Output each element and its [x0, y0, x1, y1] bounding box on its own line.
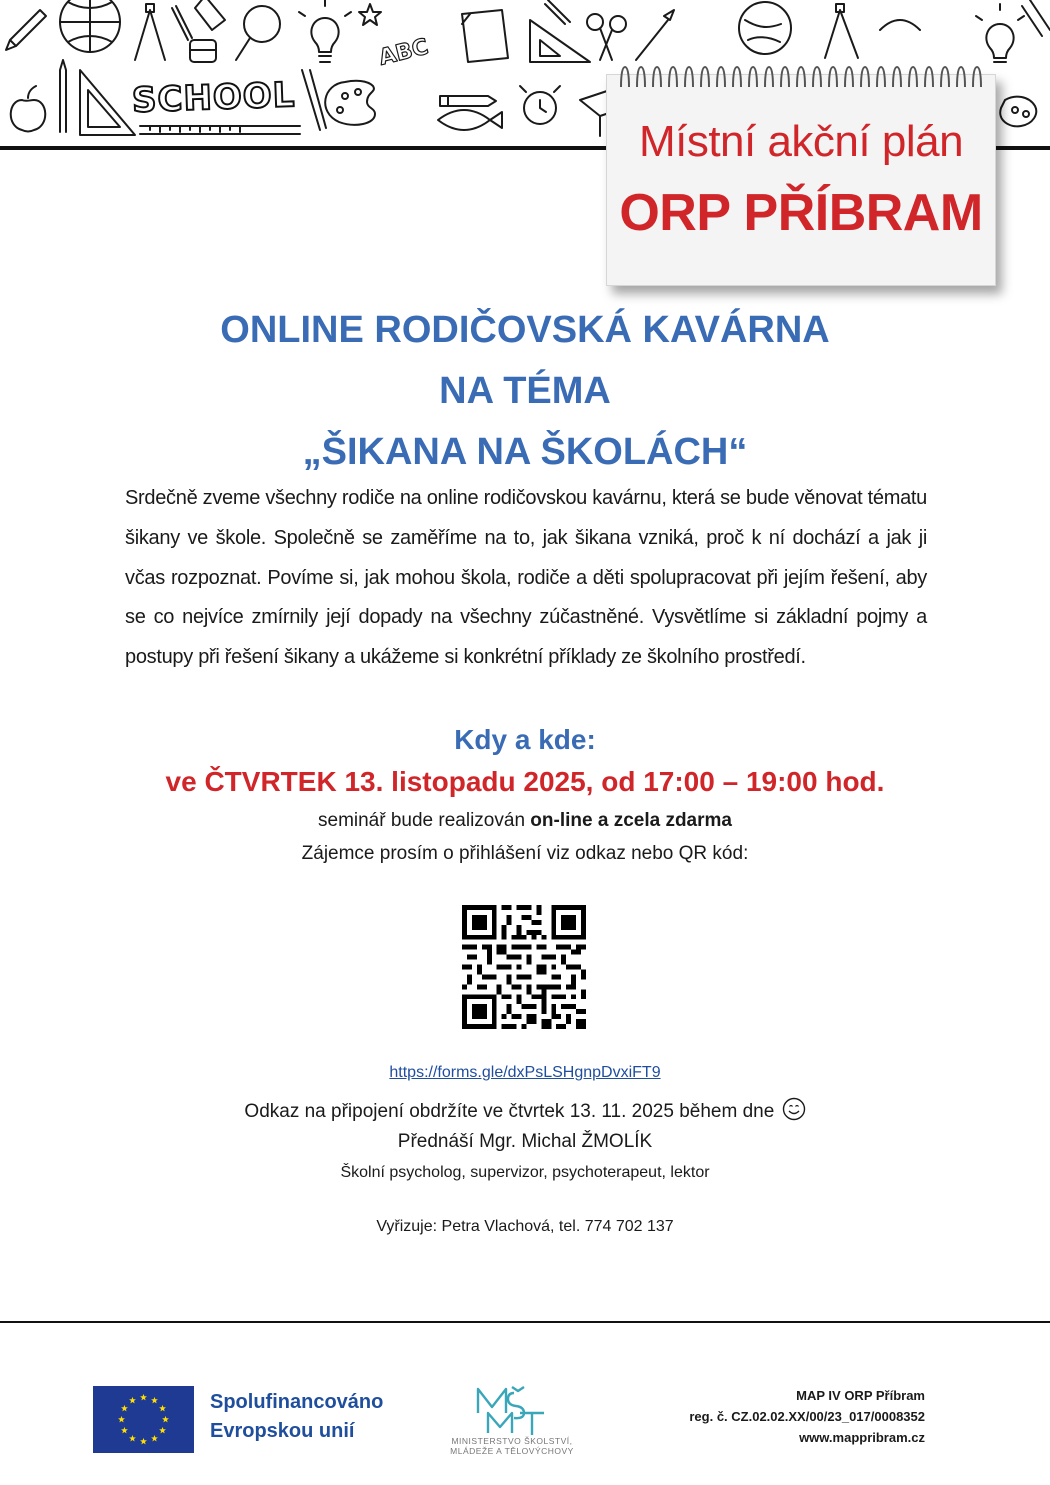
speaker-name: Přednáší Mgr. Michal ŽMOLÍK	[397, 1131, 653, 1152]
title-line-1: ONLINE RODIČOVSKÁ KAVÁRNA	[220, 309, 830, 351]
eu-flag-icon	[93, 1386, 194, 1453]
seminar-note	[0, 810, 1050, 832]
title-line-2: NA TÉMA	[439, 370, 611, 412]
qr-code-icon[interactable]	[462, 905, 586, 1029]
msmt-caption-line-1: MINISTERSTVO ŠKOLSTVÍ,	[451, 1436, 573, 1446]
msmt-caption-line-2: MLÁDEŽE A TĚLOVÝCHOVY	[450, 1446, 574, 1456]
seminar-prefix: seminář bude realizován	[318, 810, 531, 831]
svg-text:ABC: ABC	[376, 34, 431, 71]
badge-subtitle: Místní akční plán	[638, 117, 964, 166]
school-word: SCHOOL	[131, 75, 297, 121]
project-website[interactable]: www.mappribram.cz	[799, 1430, 925, 1445]
event-date: ve ČTVRTEK 13. listopadu 2025, od 17:00 – 19:00 hod.	[165, 766, 885, 797]
title-line-3: „ŠIKANA NA ŠKOLÁCH“	[302, 431, 748, 473]
badge-title: ORP PŘÍBRAM	[619, 184, 983, 242]
map-badge	[606, 74, 996, 286]
spiral-binding-icon	[607, 63, 995, 89]
eu-line-1: Spolufinancováno	[210, 1391, 384, 1413]
when-heading: Kdy a kde:	[454, 724, 596, 755]
link-notice-text: Odkaz na připojení obdržíte ve čtvrtek 13. 11. 2025 během dne	[244, 1101, 775, 1122]
msmt-caption	[432, 1436, 592, 1456]
registration-number: reg. č. CZ.02.02.XX/00/23_017/0008352	[689, 1409, 925, 1424]
project-registration	[689, 1385, 925, 1448]
link-notice	[0, 1097, 1050, 1123]
register-note: Zájemce prosím o přihlášení viz odkaz nebo QR kód:	[301, 843, 749, 864]
event-title	[0, 300, 1050, 483]
smiley-icon	[782, 1097, 806, 1121]
registration-link[interactable]: https://forms.gle/dxPsLSHgnpDvxiFT9	[389, 1064, 661, 1081]
eu-cofunding-text	[210, 1388, 383, 1446]
project-name: MAP IV ORP Příbram	[796, 1388, 925, 1403]
contact-person: Vyřizuje: Petra Vlachová, tel. 774 702 137	[376, 1218, 674, 1235]
speaker-role: Školní psycholog, supervizor, psychoterapeut, lektor	[340, 1164, 710, 1181]
seminar-free: on-line a zcela zdarma	[530, 810, 732, 831]
intro-paragraph: Srdečně zveme všechny rodiče na online rodičovskou kavárnu, která se bude věnovat tématu šikany ve škole. Společně se zaměříme na to, jak šikana vzniká, proč k ní dochází a jak ji včas rozpoznat. Povíme si, jak mohou škola, rodiče a děti spolupracovat při jejím řešení, aby se co nejvíce zmírnily její dopady na všechny zúčastněné. Vysvětlíme si základní pojmy a postupy při řešení šikany a ukážeme si konkrétní příklady ze školního prostředí.	[125, 487, 927, 669]
footer-divider	[0, 1321, 1050, 1323]
eu-line-2: Evropskou unií	[210, 1420, 355, 1442]
